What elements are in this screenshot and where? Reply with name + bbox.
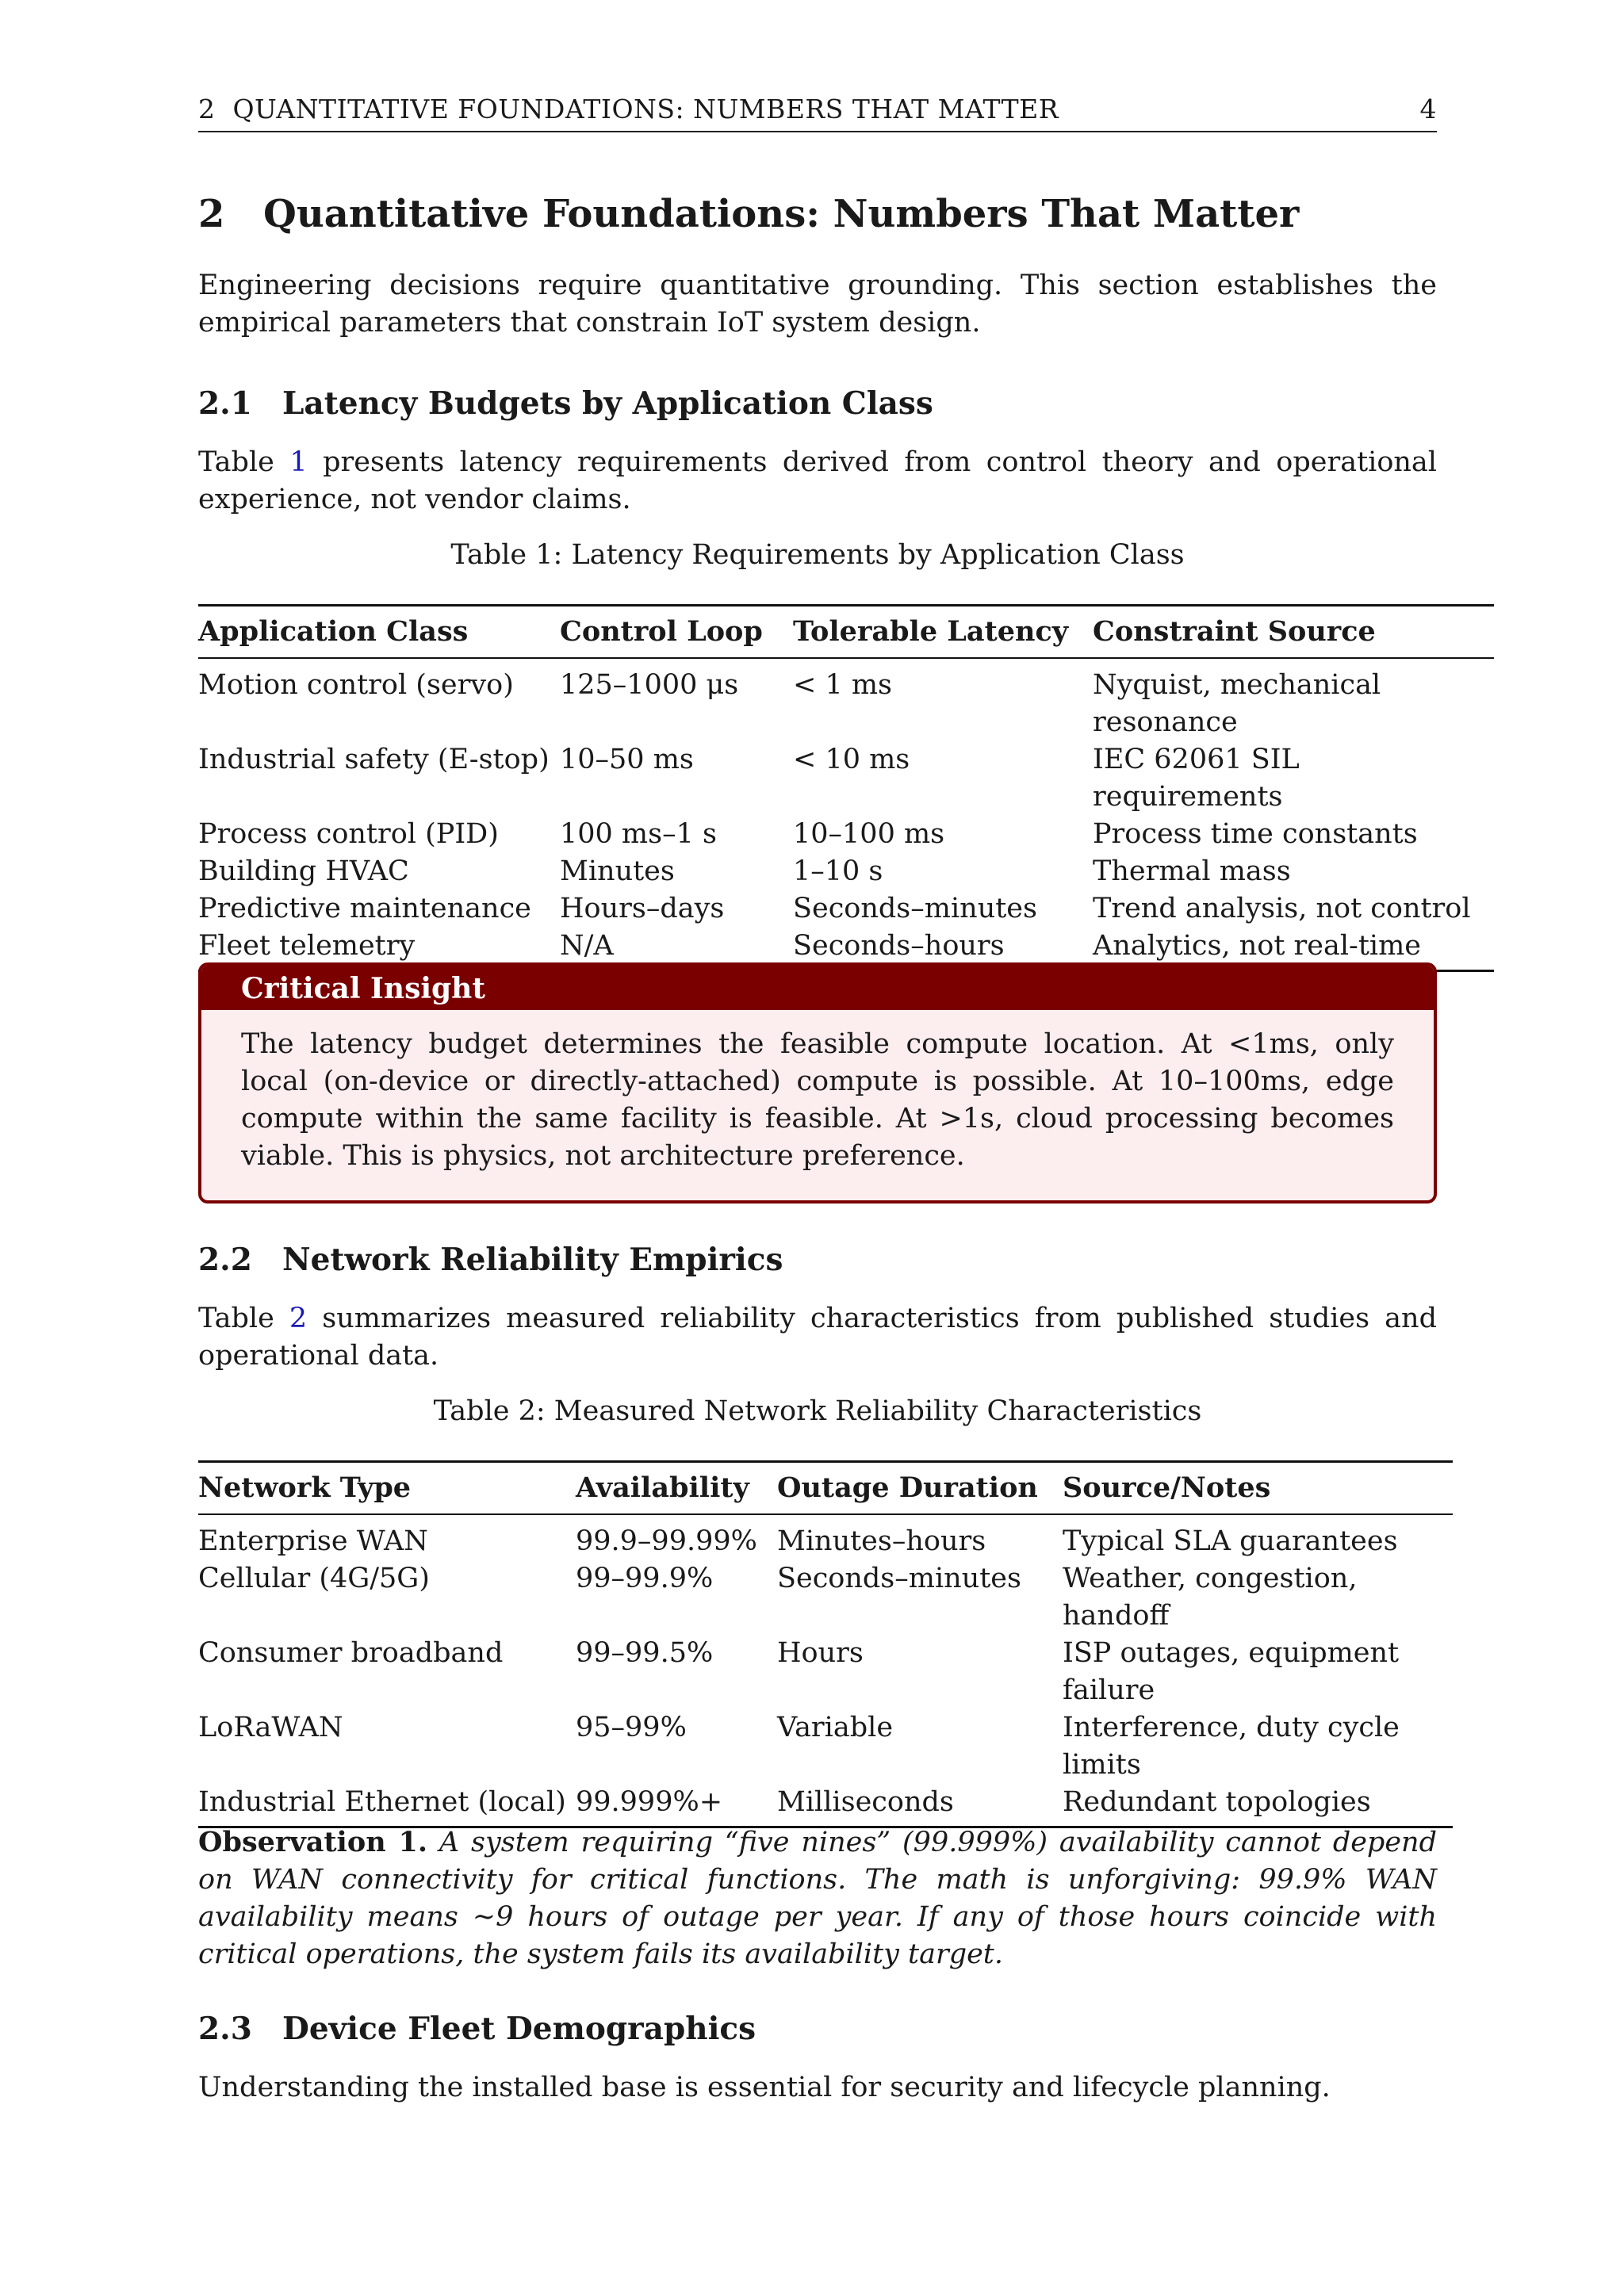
running-header-section-title: QUANTITATIVE FOUNDATIONS: NUMBERS THAT MATTER — [232, 94, 1059, 124]
subsection-heading-2-3 — [198, 2011, 756, 2047]
column-header: Availability — [576, 1471, 749, 1504]
table-cell: Enterprise WAN — [198, 1525, 428, 1557]
insight-title: Critical Insight — [201, 966, 1434, 1010]
subsection-number: 2.1 — [198, 385, 252, 422]
section-heading — [198, 192, 1299, 236]
subsection-number: 2.3 — [198, 2011, 252, 2047]
table-cell: Trend analysis, not control — [1093, 893, 1471, 924]
subsection-heading-2-1 — [198, 385, 933, 422]
table-cell: Minutes — [560, 855, 675, 887]
table-cell: Cellular (4G/5G) — [198, 1563, 430, 1594]
subsection-title: Network Reliability Empirics — [282, 1242, 783, 1278]
table-1-caption: Table 1: Latency Requirements by Application Class — [450, 539, 1185, 571]
table-cell: < 10 ms — [793, 744, 910, 775]
table-row — [198, 890, 1494, 928]
table-row — [198, 1514, 1453, 1560]
table-cell: Seconds–minutes — [793, 893, 1037, 924]
column-header: Application Class — [198, 615, 469, 648]
running-header — [198, 94, 1437, 132]
critical-insight-box — [198, 962, 1437, 1203]
subsection-number: 2.2 — [198, 1242, 252, 1278]
table-cell: Typical SLA guarantees — [1063, 1525, 1398, 1557]
table-row — [198, 1560, 1453, 1635]
section-number: 2 — [198, 192, 225, 236]
table-cell: N/A — [560, 930, 614, 962]
table-cell: Hours–days — [560, 893, 725, 924]
table-cell: Milliseconds — [777, 1786, 954, 1818]
paragraph-text: summarizes measured reliability characteristics from published studies and operational data. — [198, 1303, 1437, 1372]
table-header-row — [198, 1462, 1453, 1515]
table-cell: 10–100 ms — [793, 818, 945, 850]
table-cell: Process control (PID) — [198, 818, 499, 850]
table-cell: Redundant topologies — [1063, 1786, 1371, 1818]
paragraph-text: Table — [198, 446, 290, 478]
column-header: Tolerable Latency — [793, 615, 1069, 648]
table-cell: Building HVAC — [198, 855, 409, 887]
table-cell: 10–50 ms — [560, 744, 694, 775]
table-cell: ISP outages, equipment failure — [1063, 1637, 1400, 1706]
section-title: Quantitative Foundations: Numbers That Matter — [263, 192, 1300, 236]
table-cell: Hours — [777, 1637, 864, 1669]
table-cell: Interference, duty cycle limits — [1063, 1712, 1400, 1781]
table-row — [198, 1635, 1453, 1709]
paragraph-text: Table — [198, 1303, 289, 1334]
running-header-section-number: 2 — [198, 94, 216, 124]
paragraph-2-3: Understanding the installed base is essential for security and lifecycle planning. — [198, 2072, 1331, 2103]
observation-1 — [198, 1823, 1437, 1973]
column-header: Outage Duration — [777, 1471, 1038, 1504]
table-cell: Fleet telemetry — [198, 930, 416, 962]
table-cell: 125–1000 μs — [560, 669, 739, 701]
table-cell: Thermal mass — [1093, 855, 1291, 887]
paragraph-2-2 — [198, 1300, 1437, 1375]
column-header: Network Type — [198, 1471, 412, 1504]
latency-table — [198, 604, 1494, 972]
table-row — [198, 1709, 1453, 1784]
table-cell: Consumer broadband — [198, 1637, 504, 1669]
table-cell: Weather, congestion, handoff — [1063, 1563, 1358, 1632]
table-cell: 99–99.9% — [576, 1563, 714, 1594]
table-cell: 100 ms–1 s — [560, 818, 717, 850]
table-cell: 99.9–99.99% — [576, 1525, 757, 1557]
table-cell: Industrial safety (E-stop) — [198, 744, 550, 775]
table-cell: 95–99% — [576, 1712, 687, 1743]
reliability-table — [198, 1460, 1453, 1828]
subsection-heading-2-2 — [198, 1242, 783, 1278]
table-cell: 1–10 s — [793, 855, 883, 887]
table-row — [198, 853, 1494, 890]
table-cell: Analytics, not real-time — [1093, 930, 1422, 962]
table-cell: 99–99.5% — [576, 1637, 714, 1669]
observation-label: Observation 1. — [198, 1826, 428, 1858]
table-row — [198, 658, 1494, 741]
table-row — [198, 741, 1494, 816]
table-cell: < 1 ms — [793, 669, 892, 701]
table-cell: IEC 62061 SIL requirements — [1093, 744, 1300, 813]
column-header: Constraint Source — [1093, 615, 1376, 648]
table-cell: Nyquist, mechanical resonance — [1093, 669, 1381, 738]
table-cell: Minutes–hours — [777, 1525, 986, 1557]
subsection-title: Latency Budgets by Application Class — [282, 385, 933, 422]
table-cell: Motion control (servo) — [198, 669, 514, 701]
table-cell: Predictive maintenance — [198, 893, 531, 924]
running-header-title — [198, 94, 1059, 124]
observation-text: A system requiring “five nines” (99.999%) availability cannot depend on WAN connectivity for critical functions. The math is unforgiving: 99.9% WAN availability means ∼9 hours of outage per year. If any of those hours coincide with critical operations, the system fails its availability target. — [198, 1827, 1437, 1970]
table-cell: Industrial Ethernet (local) — [198, 1786, 566, 1818]
table-cell: Seconds–hours — [793, 930, 1005, 962]
column-header: Control Loop — [560, 615, 763, 648]
table-1-link[interactable]: 1 — [289, 446, 308, 478]
table-cell: Seconds–minutes — [777, 1563, 1021, 1594]
table-cell: LoRaWAN — [198, 1712, 343, 1743]
table-header-row — [198, 606, 1494, 659]
paragraph-2-1 — [198, 444, 1437, 519]
subsection-title: Device Fleet Demographics — [282, 2011, 756, 2047]
table-row — [198, 1784, 1453, 1827]
table-cell: Process time constants — [1093, 818, 1418, 850]
paragraph-text: presents latency requirements derived from control theory and operational experience, not vendor claims. — [198, 446, 1437, 515]
insight-body: The latency budget determines the feasible compute location. At <1ms, only local (on-device or directly-attached) compute is possible. At 10–100ms, edge compute within the same facility is feasible. At >1s, cloud processing becomes viable. This is physics, not architecture preference. — [241, 1028, 1394, 1172]
table-2-link[interactable]: 2 — [289, 1303, 308, 1334]
table-2-caption: Table 2: Measured Network Reliability Characteristics — [433, 1395, 1202, 1427]
table-cell: Variable — [777, 1712, 894, 1743]
column-header: Source/Notes — [1063, 1471, 1271, 1504]
table-row — [198, 816, 1494, 853]
table-cell: 99.999%+ — [576, 1786, 723, 1818]
page-number: 4 — [1419, 94, 1437, 124]
section-intro: Engineering decisions require quantitative grounding. This section establishes the empirical parameters that constrain IoT system design. — [198, 270, 1437, 339]
